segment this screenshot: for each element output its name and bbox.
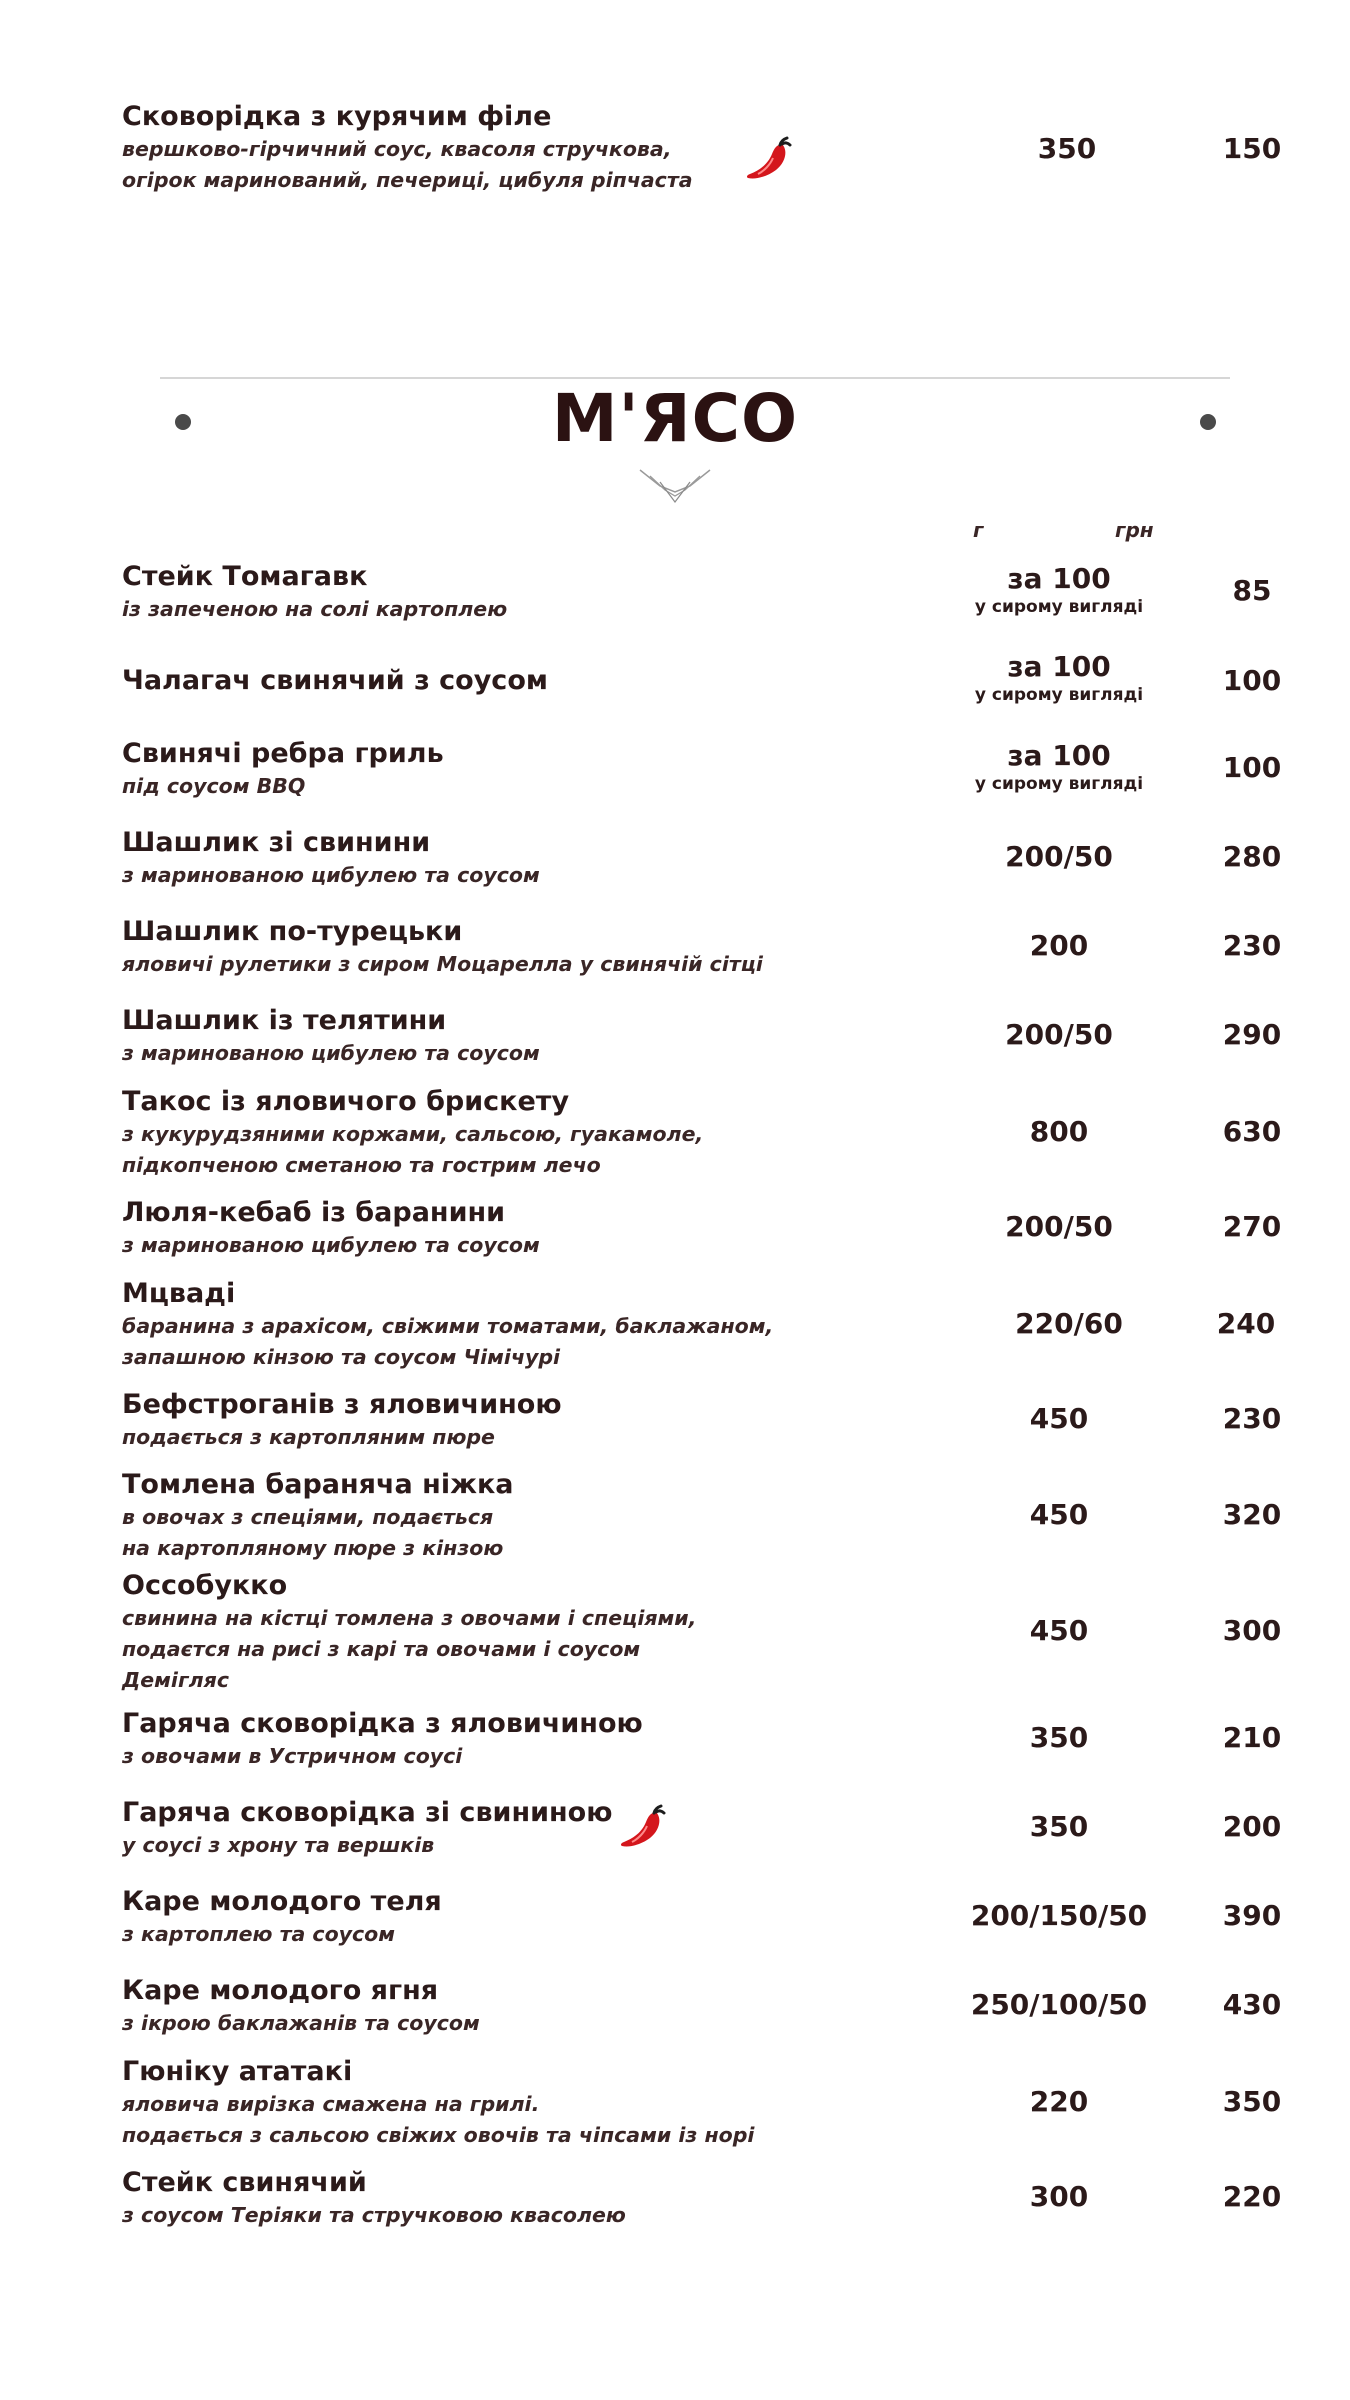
item-weight: 450 — [1029, 1614, 1089, 1647]
menu-item — [122, 1974, 1282, 2039]
item-weight: 350 — [1029, 1810, 1089, 1843]
item-weight: 200 — [1029, 929, 1089, 962]
item-name: Шашлик зі свинини — [122, 827, 431, 858]
item-name: Такос із яловичого брискету — [122, 1086, 570, 1117]
item-desc-line: з маринованою цибулею та соусом — [122, 1233, 540, 1257]
menu-item — [122, 1388, 1282, 1453]
item-desc-line: з кукурудзяними коржами, сальсою, гуакамоле, — [122, 1122, 704, 1146]
item-desc-line: з маринованою цибулею та соусом — [122, 1041, 540, 1065]
menu-item-top — [122, 100, 1282, 196]
item-desc-line: подаєтся на рисі з карі та овочами і соусом — [122, 1637, 641, 1661]
item-weight: 450 — [1029, 1402, 1089, 1435]
item-name: Гаряча сковорідка зі свининою — [122, 1797, 613, 1828]
item-price: 430 — [1222, 1988, 1282, 2021]
item-weight — [934, 650, 1184, 705]
item-desc-line: в овочах з спеціями, подається — [122, 1505, 494, 1529]
item-desc-line: у соусі з хрону та вершків — [122, 1833, 435, 1857]
menu-item — [122, 915, 1282, 980]
item-price: 210 — [1222, 1721, 1282, 1754]
item-desc-line: яловича вирізка смажена на грилі. — [122, 2092, 540, 2116]
item-price: 240 — [1216, 1307, 1276, 1340]
weight-value: за 100 — [1007, 650, 1111, 683]
item-desc-line: із запеченою на солі картоплею — [122, 597, 508, 621]
item-name: Каре молодого ягня — [122, 1975, 439, 2006]
item-weight — [934, 739, 1184, 794]
item-weight: 200/50 — [1005, 1210, 1113, 1243]
weight-note: у сирому вигляді — [974, 774, 1144, 794]
item-price: 630 — [1222, 1115, 1282, 1148]
item-weight — [934, 562, 1184, 617]
menu-item — [122, 1004, 1282, 1069]
item-price: 100 — [1222, 751, 1282, 784]
item-price: 270 — [1222, 1210, 1282, 1243]
item-price: 390 — [1222, 1899, 1282, 1932]
item-desc-line: з соусом Теріяки та стручковою квасолею — [122, 2203, 626, 2227]
section-title: М'ЯСО — [551, 380, 799, 457]
item-name: Шашлик із телятини — [122, 1005, 447, 1036]
item-price: 320 — [1222, 1498, 1282, 1531]
item-weight: 200/50 — [1005, 840, 1113, 873]
item-weight: 200/50 — [1005, 1018, 1113, 1051]
item-name: Бефстроганів з яловичиною — [122, 1389, 562, 1420]
menu-item — [122, 1707, 1282, 1772]
item-name: Каре молодого теля — [122, 1886, 442, 1917]
item-price: 350 — [1222, 2085, 1282, 2118]
item-desc-line: яловичі рулетики з сиром Моцарелла у свинячій сітці — [122, 952, 763, 976]
menu-item — [122, 1277, 1276, 1373]
item-desc-line: огірок маринований, печериці, цибуля ріпчаста — [122, 168, 693, 192]
item-desc-line: під соусом BBQ — [122, 774, 306, 798]
item-name: Стейк свинячий — [122, 2167, 367, 2198]
item-price: 300 — [1222, 1614, 1282, 1647]
item-desc-line: баранина з арахісом, свіжими томатами, баклажаном, — [122, 1314, 774, 1338]
item-desc-line: подається з картопляним пюре — [122, 1425, 495, 1449]
menu-item — [122, 1569, 1282, 1696]
item-desc-line: подається з сальсою свіжих овочів та чіпсами із норі — [122, 2123, 755, 2147]
menu-item — [122, 1885, 1282, 1950]
item-desc-line: з ікрою баклажанів та соусом — [122, 2011, 480, 2035]
item-weight: 220/60 — [1015, 1307, 1123, 1340]
menu-item — [122, 1196, 1282, 1261]
menu-item — [122, 1085, 1282, 1181]
chili-pepper-icon — [742, 132, 794, 184]
item-weight: 300 — [1029, 2180, 1089, 2213]
weight-note: у сирому вигляді — [974, 685, 1144, 705]
column-header-price: грн — [1115, 518, 1154, 542]
item-price: 230 — [1222, 929, 1282, 962]
item-name: Сковорідка з курячим філе — [122, 101, 552, 132]
weight-value: за 100 — [1007, 739, 1111, 772]
item-weight: 220 — [1029, 2085, 1089, 2118]
item-weight: 350 — [1029, 1721, 1089, 1754]
item-desc-line: свинина на кістці томлена з овочами і спеціями, — [122, 1606, 697, 1630]
menu-item — [122, 1796, 1282, 1861]
item-name: Оссобукко — [122, 1570, 288, 1601]
item-name: Свинячі ребра гриль — [122, 738, 444, 769]
item-price: 100 — [1222, 664, 1282, 697]
item-name: Шашлик по-турецьки — [122, 916, 463, 947]
menu-item — [122, 2055, 1282, 2151]
item-price: 230 — [1222, 1402, 1282, 1435]
item-desc-line: підкопченою сметаною та гострим лечо — [122, 1153, 601, 1177]
menu-item — [122, 2166, 1282, 2231]
menu-item — [122, 1468, 1282, 1564]
item-desc-line: з маринованою цибулею та соусом — [122, 863, 540, 887]
column-header-weight: г — [973, 518, 984, 542]
item-weight: 350 — [1037, 132, 1097, 165]
weight-value: за 100 — [1007, 562, 1111, 595]
item-name: Стейк Томагавк — [122, 561, 368, 592]
item-weight: 450 — [1029, 1498, 1089, 1531]
item-name: Чалагач свинячий з соусом — [122, 665, 548, 696]
section-header — [0, 360, 1350, 520]
item-desc-line: Демігляс — [122, 1668, 229, 1692]
item-desc-line: на картопляному пюре з кінзою — [122, 1536, 504, 1560]
item-price: 85 — [1232, 574, 1272, 607]
item-desc-line: з овочами в Устричном соусі — [122, 1744, 463, 1768]
item-name: Гюніку ататакі — [122, 2056, 353, 2087]
item-price: 200 — [1222, 1810, 1282, 1843]
item-desc-line: вершково-гірчичний соус, квасоля стручкова, — [122, 137, 672, 161]
item-name: Томлена бараняча ніжка — [122, 1469, 514, 1500]
item-name: Люля-кебаб із баранини — [122, 1197, 506, 1228]
item-desc-line: з картоплею та соусом — [122, 1922, 396, 1946]
chili-pepper-icon — [616, 1800, 668, 1852]
menu-item — [122, 826, 1282, 891]
item-price: 290 — [1222, 1018, 1282, 1051]
item-price: 280 — [1222, 840, 1282, 873]
menu-item — [122, 650, 1282, 705]
item-price: 150 — [1222, 132, 1282, 165]
item-desc-line: запашною кінзою та соусом Чімічурі — [122, 1345, 561, 1369]
weight-note: у сирому вигляді — [974, 597, 1144, 617]
menu-item — [122, 737, 1282, 802]
menu-item — [122, 560, 1272, 625]
item-weight: 800 — [1029, 1115, 1089, 1148]
item-weight: 200/150/50 — [970, 1899, 1148, 1932]
item-weight: 250/100/50 — [970, 1988, 1148, 2021]
item-price: 220 — [1222, 2180, 1282, 2213]
item-name: Гаряча сковорідка з яловичиною — [122, 1708, 643, 1739]
item-name: Мцваді — [122, 1278, 236, 1309]
